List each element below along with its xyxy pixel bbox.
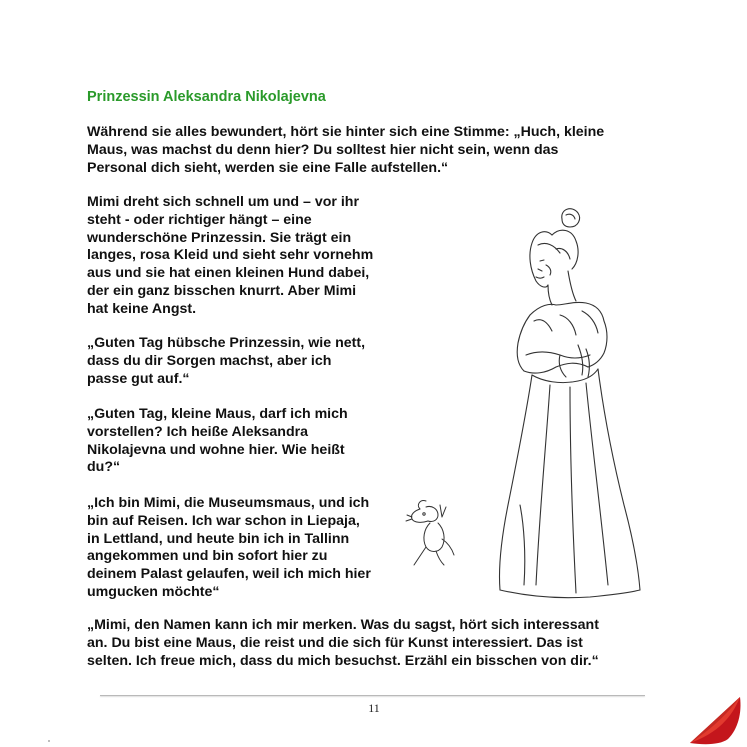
page-curl-corner-icon[interactable] <box>688 695 746 745</box>
paragraph-5: „Ich bin Mimi, die Museumsmaus, und ich bin auf Reisen. Ich war schon in Liepaja, in Lettland, und heute bin ich in Tallinn angekommen und bin sofort hier zu deinem Palast gelaufen, weil ich mich hier umgucken möchte“ <box>87 495 371 600</box>
paragraph-6: „Mimi, den Namen kann ich mir merken. Was du sagst, hört sich interessant an. Du bist eine Maus, die reist und die sich für Kunst interessiert. Das ist selten. Ich freue mich, dass du mich besuchst. Erzähl ein bisschen von dir.“ <box>87 617 599 669</box>
princess-illustration <box>490 205 650 600</box>
page-number: 11 <box>368 701 380 715</box>
paragraph-1: Während sie alles bewundert, hört sie hinter sich eine Stimme: „Huch, kleine Maus, was machst du denn hier? Du solltest hier nicht sein, wenn das Personal dich sieht, werden sie eine Falle aufstellen.“ <box>87 124 605 176</box>
paragraph-3: „Guten Tag hübsche Prinzessin, wie nett, dass du dir Sorgen machst, aber ich passe gut auf.“ <box>87 335 366 387</box>
paragraph-4: „Guten Tag, kleine Maus, darf ich mich vorstellen? Ich heiße Aleksandra Nikolajevna und wohne hier. Wie heißt du?“ <box>87 406 348 476</box>
paragraph-2: Mimi dreht sich schnell um und – vor ihr steht - oder richtiger hängt – eine wunderschöne Prinzessin. Sie trägt ein langes, rosa Kleid und sieht sehr vornehm aus und sie hat einen kleinen Hund dabei, der ein ganz bisschen knurrt. Aber Mimi hat keine Angst. <box>87 194 374 317</box>
footer-divider <box>100 695 645 696</box>
mouse-illustration <box>404 497 460 569</box>
margin-mark <box>48 740 50 742</box>
page-title: Prinzessin Aleksandra Nikolajevna <box>87 89 326 105</box>
